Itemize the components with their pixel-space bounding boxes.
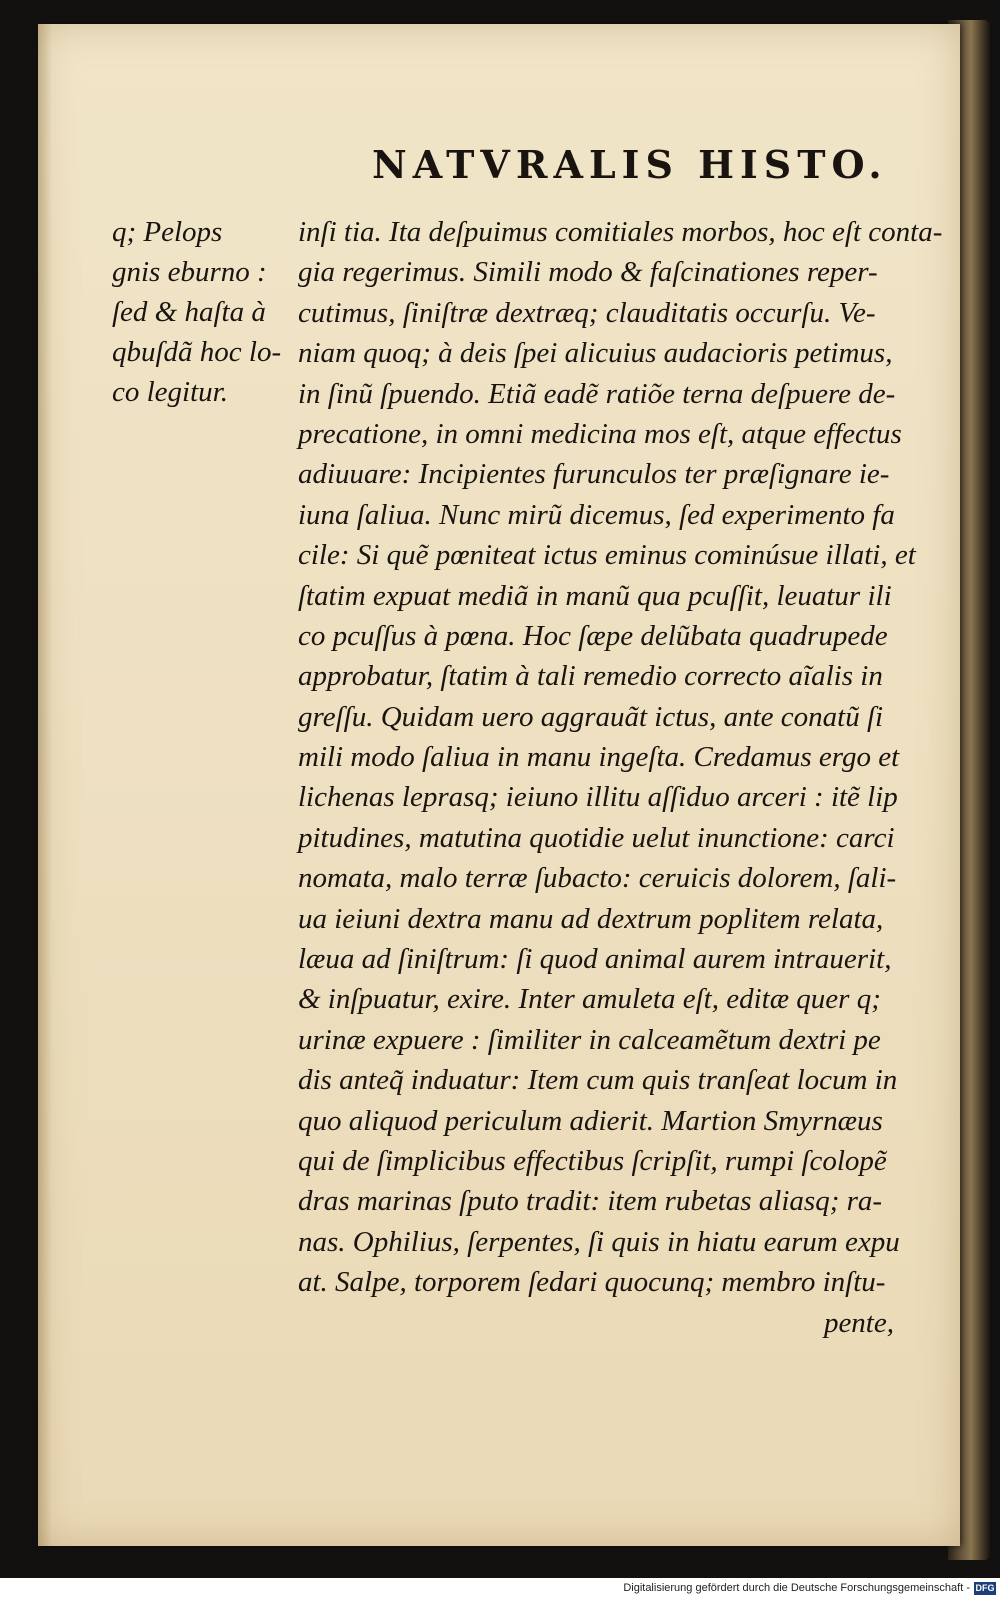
marginal-note-line: q; Pelops [112,216,223,248]
text-line: nas. Ophilius, ſerpentes, ſi quis in hiatu earum expu [298,1225,900,1258]
text-line: nomata, malo terræ ſubacto: ceruicis dolorem, ſali- [298,862,897,895]
funding-credit: Digitalisierung gefördert durch die Deutsche Forschungsgemeinschaft - [623,1582,970,1594]
text-line: niam quoq; à deis ſpei alicuius audacioris petimus, [298,337,893,370]
marginal-note-line: ſed & haſta à [112,296,266,328]
text-line: ſtatim expuat mediã in manũ qua pcuſſit, leuatur ili [298,579,892,612]
marginal-note-line: co legitur. [112,376,228,408]
page-gutter-shadow [38,24,52,1546]
marginal-note [112,212,302,412]
text-line: adiuuare: Incipientes furunculos ter præſignare ie- [298,458,890,491]
text-line: cutimus, ſiniſtræ dextræq; clauditatis occurſu. Ve- [298,296,876,329]
text-line: quo aliquod periculum adierit. Martion Smyrnæus [298,1104,883,1137]
text-line: dis anteq̃ induatur: Item cum quis tranſeat locum in [298,1064,898,1097]
text-line: urinæ expuere : ſimiliter in calceamẽtum dextri pe [298,1023,881,1056]
text-line: cile: Si quẽ pœniteat ictus eminus cominúsue illati, et [298,539,916,572]
text-line: precatione, in omni medicina mos eſt, atque effectus [298,417,902,450]
text-line: pitudines, matutina quotidie uelut inunctione: carci [298,821,895,854]
text-line: ua ieiuni dextra manu ad dextrum poplitem relata, [298,902,884,935]
text-line: approbatur, ſtatim à tali remedio correcto aĩalis in [298,660,883,693]
text-line: gia regerimus. Simili modo & faſcinationes reper- [298,256,878,289]
running-head: NATVRALIS HISTO. [372,142,888,187]
text-line: lichenas leprasq; ieiuno illitu aſſiduo arceri : itẽ lip [298,781,898,814]
text-line: at. Salpe, torporem ſedari quocunq; membro inſtu- [298,1266,886,1299]
marginal-note-line: gnis eburno : [112,256,267,288]
main-text-block [298,212,943,1343]
marginal-note-line: qbuſdã hoc lo- [112,336,282,368]
text-line: læua ad ſiniſtrum: ſi quod animal aurem intrauerit, [298,943,892,976]
text-line: inſi tia. Ita deſpuimus comitiales morbos, hoc eſt conta- [298,216,943,248]
text-line: qui de ſimplicibus effectibus ſcripſit, rumpi ſcolopẽ [298,1144,887,1177]
catchword: pente, [823,1306,894,1339]
text-line: co pcuſſus à pœna. Hoc ſæpe delũbata quadrupede [298,619,888,652]
text-line: greſſu. Quidam uero aggrauãt ictus, ante conatũ ſi [298,700,884,733]
dfg-logo-icon: DFG [975,1583,995,1593]
text-line: in ſinũ ſpuendo. Etiã eadẽ ratiõe terna deſpuere de- [298,377,896,410]
text-line: & inſpuatur, exire. Inter amuleta eſt, editæ quer q; [298,983,881,1016]
text-line: dras marinas ſputo tradit: item rubetas aliasq; ra- [298,1185,883,1218]
text-line: mili modo ſaliua in manu ingeſta. Credamus ergo et [298,741,900,774]
text-line: iuna ſaliua. Nunc mirũ dicemus, ſed experimento fa [298,498,895,531]
